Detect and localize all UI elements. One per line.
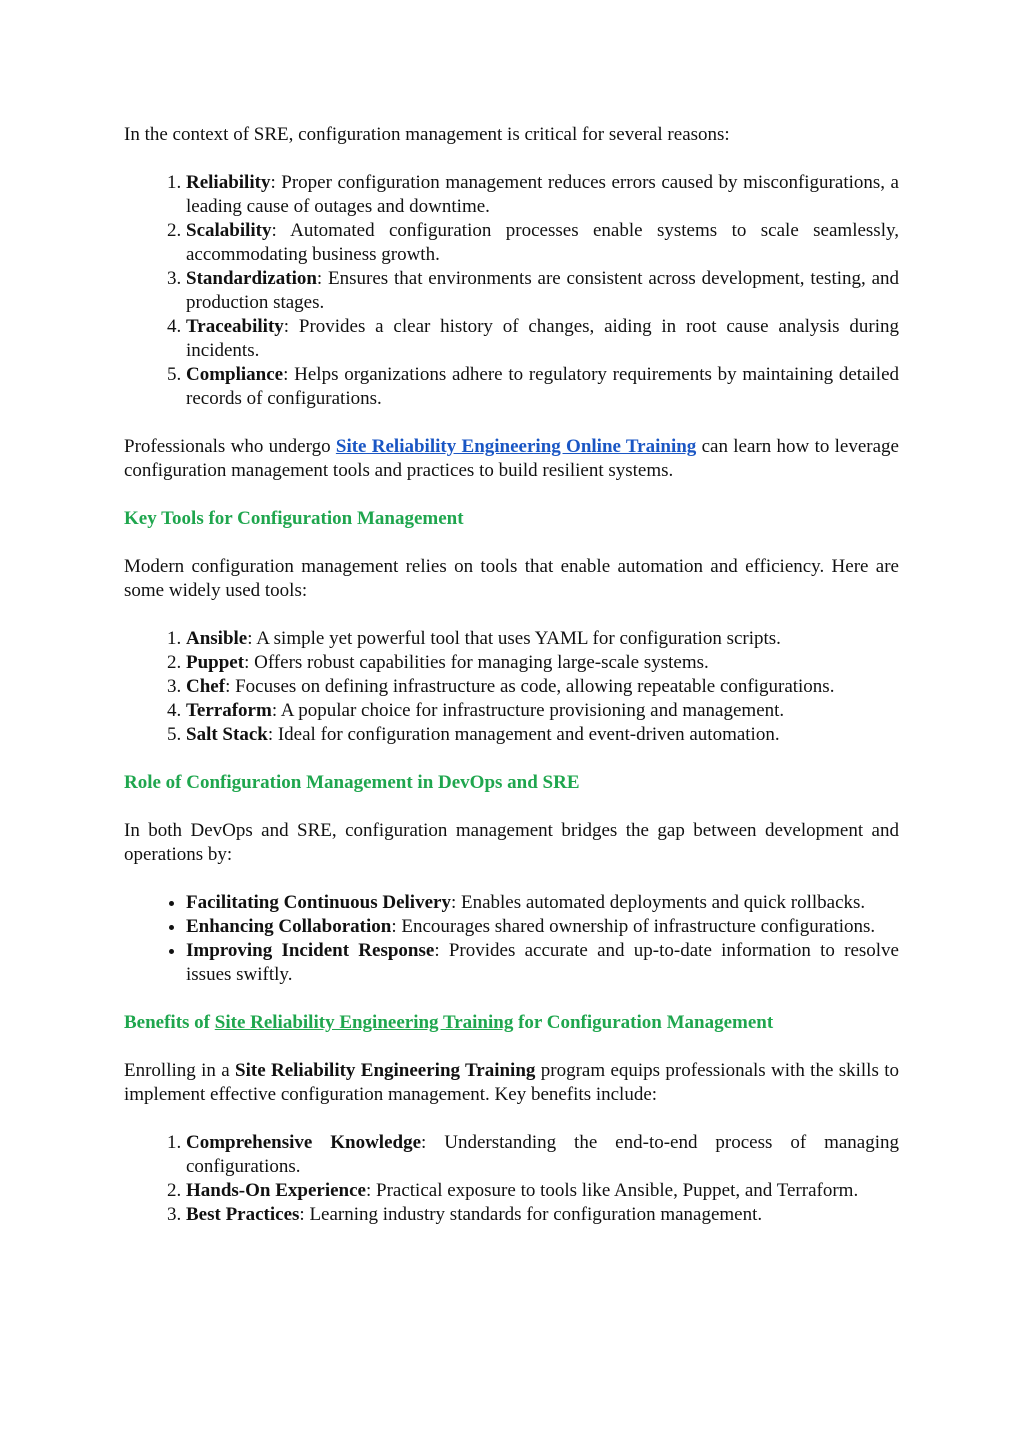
benefits-list bbox=[124, 1131, 899, 1227]
list-item bbox=[186, 939, 899, 987]
list-item-term: Reliability bbox=[186, 172, 271, 193]
list-item-text: : Learning industry standards for configuration management. bbox=[299, 1204, 763, 1225]
list-item-text: : Understanding the end-to-end process of managing configurations. bbox=[186, 1132, 900, 1177]
list-item-text: : Encourages shared ownership of infrastructure configurations. bbox=[391, 916, 876, 937]
tools-heading: Key Tools for Configuration Management bbox=[124, 508, 464, 529]
list-item-text: : Provides accurate and up-to-date information to resolve issues swiftly. bbox=[186, 940, 899, 985]
paragraph-text: program equips professionals with the skills to implement effective configuration management. Key benefits include: bbox=[124, 1060, 899, 1105]
intro-paragraph: In the context of SRE, configuration management is critical for several reasons: bbox=[124, 124, 730, 145]
professionals-paragraph bbox=[124, 435, 899, 483]
list-item-text: : Ideal for configuration management and event-driven automation. bbox=[267, 724, 780, 745]
list-item-text: : Ensures that environments are consistent across development, testing, and production stages. bbox=[186, 268, 899, 313]
role-list bbox=[124, 891, 899, 987]
online-training-link[interactable]: Site Reliability Engineering Online Training bbox=[335, 436, 697, 457]
enrolling-paragraph bbox=[124, 1059, 899, 1107]
list-item-text: : A simple yet powerful tool that uses YAML for configuration scripts. bbox=[247, 628, 781, 649]
list-item bbox=[186, 723, 899, 747]
list-item bbox=[186, 651, 899, 675]
list-item bbox=[186, 699, 899, 723]
list-item-text: : Enables automated deployments and quick rollbacks. bbox=[450, 892, 866, 913]
list-item bbox=[186, 219, 899, 267]
list-item-term: Scalability bbox=[186, 220, 272, 241]
list-item bbox=[186, 915, 899, 939]
document-page bbox=[124, 123, 899, 1227]
list-item-text: : Focuses on defining infrastructure as code, allowing repeatable configurations. bbox=[225, 676, 835, 697]
tools-intro-paragraph: Modern configuration management relies on tools that enable automation and efficiency. Here are some widely used tools: bbox=[124, 556, 899, 601]
list-item-text: : A popular choice for infrastructure provisioning and management. bbox=[271, 700, 785, 721]
heading-text: Benefits of bbox=[124, 1012, 215, 1033]
list-item bbox=[186, 1131, 899, 1179]
list-item-term: Standardization bbox=[186, 268, 317, 289]
list-item-term: Comprehensive Knowledge bbox=[186, 1132, 422, 1153]
list-item-term: Compliance bbox=[186, 364, 284, 385]
list-item bbox=[186, 675, 899, 699]
list-item-term: Best Practices bbox=[186, 1204, 300, 1225]
list-item-term: Improving Incident Response bbox=[186, 940, 435, 961]
list-item-term: Chef bbox=[186, 676, 226, 697]
list-item bbox=[186, 363, 899, 411]
list-item-term: Salt Stack bbox=[186, 724, 268, 745]
paragraph-bold-text: Site Reliability Engineering Training bbox=[235, 1060, 536, 1081]
reasons-list bbox=[124, 171, 899, 411]
list-item-term: Traceability bbox=[186, 316, 284, 337]
list-item bbox=[186, 267, 899, 315]
list-item bbox=[186, 171, 899, 219]
list-item-term: Ansible bbox=[186, 628, 248, 649]
list-item bbox=[186, 891, 899, 915]
list-item-text: : Provides a clear history of changes, aiding in root cause analysis during incidents. bbox=[186, 316, 899, 361]
role-heading: Role of Configuration Management in DevOps and SRE bbox=[124, 772, 580, 793]
role-intro-paragraph: In both DevOps and SRE, configuration management bridges the gap between development and operations by: bbox=[124, 820, 899, 865]
list-item bbox=[186, 627, 899, 651]
paragraph-text: Enrolling in a bbox=[124, 1060, 236, 1081]
list-item-text: : Helps organizations adhere to regulatory requirements by maintaining detailed records of configurations. bbox=[186, 364, 899, 409]
list-item-term: Facilitating Continuous Delivery bbox=[186, 892, 451, 913]
tools-list bbox=[124, 627, 899, 747]
list-item-text: : Automated configuration processes enable systems to scale seamlessly, accommodating business growth. bbox=[186, 220, 899, 265]
list-item-term: Puppet bbox=[186, 652, 245, 673]
benefits-heading bbox=[124, 1011, 899, 1035]
paragraph-text: Professionals who undergo bbox=[124, 436, 336, 457]
list-item-text: : Practical exposure to tools like Ansible, Puppet, and Terraform. bbox=[365, 1180, 859, 1201]
list-item bbox=[186, 1179, 899, 1203]
list-item-term: Enhancing Collaboration bbox=[186, 916, 392, 937]
list-item-text: : Offers robust capabilities for managing large-scale systems. bbox=[244, 652, 709, 673]
list-item-term: Terraform bbox=[186, 700, 272, 721]
heading-text: for Configuration Management bbox=[513, 1012, 774, 1033]
list-item bbox=[186, 315, 899, 363]
paragraph-text: can learn how to leverage configuration management tools and practices to build resilient systems. bbox=[124, 436, 899, 481]
list-item-text: : Proper configuration management reduces errors caused by misconfigurations, a leading cause of outages and downtime. bbox=[186, 172, 899, 217]
list-item-term: Hands-On Experience bbox=[186, 1180, 366, 1201]
list-item bbox=[186, 1203, 899, 1227]
sre-training-link[interactable]: Site Reliability Engineering Training bbox=[214, 1012, 514, 1033]
